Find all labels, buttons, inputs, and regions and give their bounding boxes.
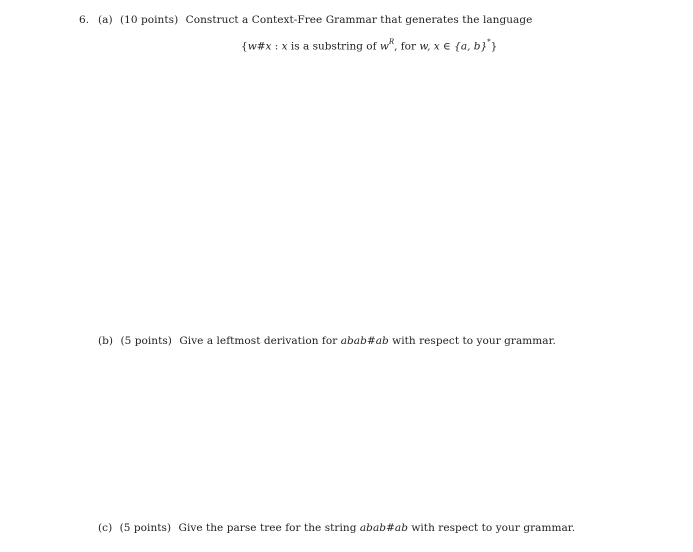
- part-c-points: (5 points): [119, 522, 172, 534]
- question-number: 6.: [79, 14, 90, 26]
- formula-vars: w, x: [419, 40, 440, 53]
- part-c-prompt: [98, 522, 575, 534]
- part-b-prompt: [98, 335, 556, 347]
- formula-close-brace: }: [490, 40, 498, 53]
- language-formula: [241, 39, 497, 53]
- part-b-points: (5 points): [120, 335, 172, 347]
- formula-in: ∈: [439, 40, 455, 53]
- formula-x2: x: [281, 40, 288, 53]
- formula-for: , for: [394, 40, 420, 53]
- formula-w: w: [247, 40, 257, 53]
- part-b-text-before: Give a leftmost derivation for: [179, 335, 341, 347]
- part-a-prompt: [98, 14, 532, 26]
- part-a-points: (10 points): [120, 14, 179, 26]
- formula-alphabet: {a, b}: [454, 40, 488, 53]
- part-b-label: (b): [98, 335, 114, 347]
- formula-hash: #: [256, 40, 266, 53]
- part-a-label: (a): [98, 14, 113, 26]
- part-c-label: (c): [98, 522, 113, 534]
- part-b-string: abab#ab: [340, 335, 389, 347]
- formula-substring-text: is a substring of: [287, 40, 380, 53]
- formula-x: x: [265, 40, 272, 53]
- part-a-text: Construct a Context-Free Grammar that generates the language: [185, 14, 533, 26]
- formula-open-brace: {: [241, 40, 248, 53]
- part-c-string: abab#ab: [359, 522, 408, 534]
- part-b-text-after: with respect to your grammar.: [388, 335, 556, 347]
- part-c-text-after: with respect to your grammar.: [407, 522, 576, 534]
- formula-w2: w: [379, 40, 389, 53]
- formula-colon: :: [271, 40, 282, 53]
- part-c-text-before: Give the parse tree for the string: [178, 522, 360, 534]
- formula-star: *: [487, 38, 491, 46]
- formula-reverse-superscript: R: [388, 38, 395, 46]
